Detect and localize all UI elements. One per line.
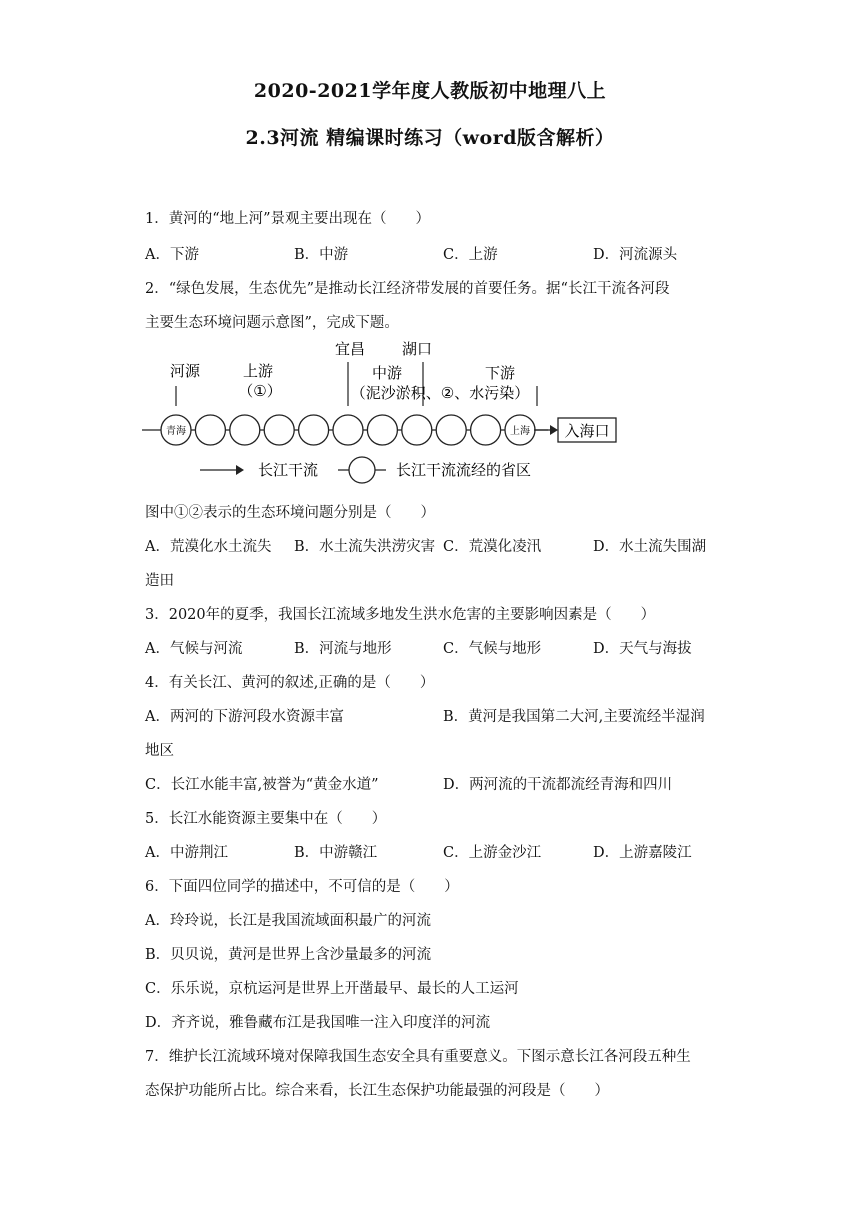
q1-option-c: C．上游 bbox=[443, 247, 498, 263]
legend-province-label: 长江干流流经的省区 bbox=[396, 461, 532, 479]
river-arrowhead bbox=[550, 425, 558, 435]
legend-province-circle bbox=[349, 457, 375, 483]
q4-option-continuation: 地区 bbox=[145, 743, 174, 759]
province-circle bbox=[436, 415, 466, 445]
q1-option-d: D．河流源头 bbox=[593, 247, 678, 263]
q5-option-a: A．中游荆江 bbox=[145, 845, 228, 861]
q6-stem: 6．下面四位同学的描述中，不可信的是（ ） bbox=[145, 879, 459, 895]
q1-option-b: B．中游 bbox=[294, 247, 349, 263]
label-shanghai: 上海 bbox=[510, 426, 530, 437]
q2-option-continuation: 造田 bbox=[145, 573, 174, 589]
legend-arrowhead bbox=[236, 465, 244, 475]
q3-option-d: D．天气与海拔 bbox=[593, 641, 692, 657]
q2-option-b: B．水土流失洪涝灾害 bbox=[294, 539, 436, 555]
q4-option-b: B．黄河是我国第二大河,主要流经半湿润 bbox=[443, 709, 705, 725]
q1-stem: 1．黄河的“地上河”景观主要出现在（ ） bbox=[145, 211, 431, 227]
q4-option-d: D．两河流的干流都流经青海和四川 bbox=[443, 777, 673, 793]
label-yichang: 宜昌 bbox=[334, 340, 366, 358]
q7-stem-line2: 态保护功能所占比。综合来看，长江生态保护功能最强的河段是（ ） bbox=[145, 1083, 609, 1099]
q5-option-c: C．上游金沙江 bbox=[443, 845, 542, 861]
label-middle: 中游 bbox=[371, 364, 403, 382]
q2-option-a: A．荒漠化水土流失 bbox=[145, 539, 272, 555]
q6-option-c: C．乐乐说，京杭运河是世界上开凿最早、最长的人工运河 bbox=[145, 981, 519, 997]
q5-stem: 5．长江水能资源主要集中在（ ） bbox=[145, 811, 387, 827]
q3-option-a: A．气候与河流 bbox=[145, 641, 243, 657]
label-upper: 上游 bbox=[242, 362, 274, 380]
q7-stem-line1: 7．维护长江流域环境对保障我国生态安全具有重要意义。下图示意长江各河段五种生 bbox=[145, 1049, 691, 1065]
label-lower: 下游 bbox=[484, 364, 516, 382]
q4-option-c: C．长江水能丰富,被誉为“黄金水道” bbox=[145, 777, 379, 793]
label-source: 河源 bbox=[169, 362, 201, 380]
label-middle-issue: （泥沙淤积、②、水污染） bbox=[350, 384, 530, 402]
province-circle bbox=[230, 415, 260, 445]
province-circle bbox=[367, 415, 397, 445]
q4-option-a: A．两河的下游河段水资源丰富 bbox=[145, 709, 344, 725]
label-hukou: 湖口 bbox=[401, 340, 433, 358]
q3-option-c: C．气候与地形 bbox=[443, 641, 542, 657]
province-circle bbox=[402, 415, 432, 445]
doc-title-line1: 2020-2021学年度人教版初中地理八上 bbox=[253, 80, 607, 102]
q6-option-d: D．齐齐说，雅鲁藏布江是我国唯一注入印度洋的河流 bbox=[145, 1015, 491, 1031]
province-circle bbox=[333, 415, 363, 445]
q4-stem: 4．有关长江、黄河的叙述,正确的是（ ） bbox=[145, 675, 435, 691]
q6-option-a: A．玲玲说，长江是我国流域面积最广的河流 bbox=[145, 913, 431, 929]
q5-option-b: B．中游赣江 bbox=[294, 845, 378, 861]
q1-option-a: A．下游 bbox=[145, 247, 199, 263]
q3-stem: 3．2020年的夏季，我国长江流域多地发生洪水危害的主要影响因素是（ ） bbox=[145, 607, 656, 623]
q3-option-b: B．河流与地形 bbox=[294, 641, 392, 657]
q2-stem-line2: 主要生态环境问题示意图”，完成下题。 bbox=[145, 315, 399, 331]
province-circle bbox=[195, 415, 225, 445]
q2-option-d: D．水土流失围湖 bbox=[593, 539, 707, 555]
q6-option-b: B．贝贝说，黄河是世界上含沙量最多的河流 bbox=[145, 947, 432, 963]
yangtze-issues-diagram bbox=[138, 336, 658, 486]
doc-title-line2: 2.3河流 精编课时练习（word版含解析） bbox=[245, 127, 615, 149]
province-circle bbox=[471, 415, 501, 445]
label-qinghai: 青海 bbox=[166, 426, 186, 437]
province-circle bbox=[264, 415, 294, 445]
q5-option-d: D．上游嘉陵江 bbox=[593, 845, 692, 861]
province-circles bbox=[161, 415, 535, 445]
province-circle bbox=[299, 415, 329, 445]
q2-stem-line1: 2．“绿色发展，生态优先”是推动长江经济带发展的首要任务。据“长江干流各河段 bbox=[145, 281, 670, 297]
label-sea-mouth: 入海口 bbox=[564, 422, 610, 440]
q2-sub-stem: 图中①②表示的生态环境问题分别是（ ） bbox=[145, 505, 435, 521]
label-upper-issue: （①） bbox=[238, 382, 282, 400]
q2-option-c: C．荒漠化凌汛 bbox=[443, 539, 542, 555]
legend-river-label: 长江干流 bbox=[258, 461, 319, 479]
